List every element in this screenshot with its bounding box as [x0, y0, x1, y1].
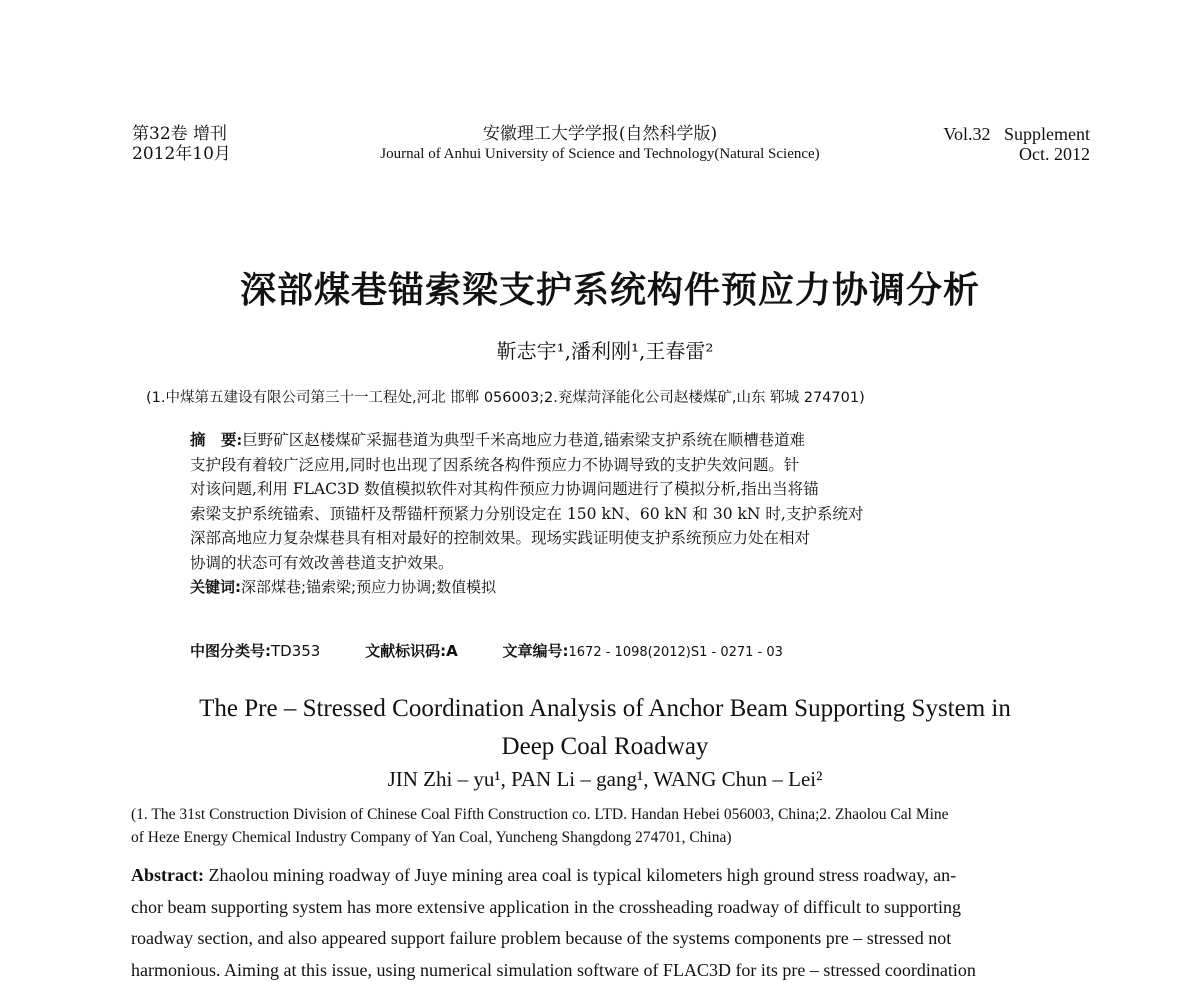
abstract-en-line: roadway section, and also appeared support failure problem because of the systems components pre – stressed not: [131, 923, 1086, 955]
article-no-value: 1672 - 1098(2012)S1 - 0271 - 03: [569, 645, 783, 660]
paper-title-en: [0, 690, 1200, 766]
clc-label: 中图分类号:: [190, 642, 271, 660]
abstract-cn-line: 协调的状态可有效改善巷道支护效果。: [190, 551, 1030, 576]
abstract-en-label: Abstract:: [131, 865, 204, 885]
paper-title-en-line: Deep Coal Roadway: [0, 728, 1200, 766]
affiliation-en-line: (1. The 31st Construction Division of Chinese Coal Fifth Construction co. LTD. Handan Hebei 056003, China;2. Zhaolou Cal Mine: [131, 803, 949, 826]
abstract-en-line: harmonious. Aiming at this issue, using numerical simulation software of FLAC3D for its pre – stressed coordination: [131, 955, 1086, 986]
abstract-cn: [190, 428, 1030, 575]
volume-issue: 第32卷 增刊: [132, 124, 231, 144]
volume-en: Vol.32 Supplement: [943, 124, 1090, 144]
abstract-en-line: Zhaolou mining roadway of Juye mining area coal is typical kilometers high ground stress roadway, an-: [204, 865, 956, 885]
abstract-cn-line: 支护段有着较广泛应用,同时也出现了因系统各构件预应力不协调导致的支护失效问题。针: [190, 453, 1030, 478]
abstract-cn-label: 摘 要:: [190, 430, 242, 449]
authors-en: JIN Zhi – yu¹, PAN Li – gang¹, WANG Chun – Lei²: [0, 767, 1200, 792]
abstract-en: [131, 860, 1086, 986]
doc-code-value: A: [446, 642, 458, 660]
abstract-cn-line: 索梁支护系统锚索、顶锚杆及帮锚杆预紧力分别设定在 150 kN、60 kN 和 30 kN 时,支护系统对: [190, 502, 1030, 527]
affiliation-en-line: of Heze Energy Chemical Industry Company of Yan Coal, Yuncheng Shangdong 274701, China): [131, 826, 949, 849]
abstract-en-line: chor beam supporting system has more extensive application in the crossheading roadway of difficult to supporting: [131, 892, 1086, 924]
paper-title-en-line: The Pre – Stressed Coordination Analysis of Anchor Beam Supporting System in: [0, 690, 1200, 728]
issue-date: 2012年10月: [132, 144, 231, 164]
keywords: [190, 576, 496, 597]
journal-volume-en: [943, 124, 1090, 164]
journal-name-en: Journal of Anhui University of Science and Technology(Natural Science): [0, 144, 1200, 164]
paper-title-cn: 深部煤巷锚索梁支护系统构件预应力协调分析: [0, 262, 1200, 313]
keywords-value: 深部煤巷;锚索梁;预应力协调;数值模拟: [241, 578, 496, 596]
clc-value: TD353: [271, 642, 320, 660]
affiliation-en: [131, 803, 949, 849]
classification-line: [190, 640, 823, 661]
authors-cn: 靳志宇¹,潘利刚¹,王春雷²: [0, 335, 1200, 364]
journal-name-cn: 安徽理工大学学报(自然科学版): [0, 124, 1200, 144]
affiliation-cn: (1.中煤第五建设有限公司第三十一工程处,河北 邯郸 056003;2.兖煤菏泽能化公司赵楼煤矿,山东 郓城 274701): [146, 386, 865, 407]
doc-code-label: 文献标识码:: [365, 642, 446, 660]
abstract-cn-line: 深部高地应力复杂煤巷具有相对最好的控制效果。现场实践证明使支护系统预应力处在相对: [190, 526, 1030, 551]
abstract-cn-line: 对该问题,利用 FLAC3D 数值模拟软件对其构件预应力协调问题进行了模拟分析,指出当将锚: [190, 477, 1030, 502]
date-en: Oct. 2012: [943, 144, 1090, 164]
keywords-label: 关键词:: [190, 578, 241, 596]
article-no-label: 文章编号:: [503, 642, 569, 660]
abstract-cn-line: 巨野矿区赵楼煤矿采掘巷道为典型千米高地应力巷道,锚索梁支护系统在顺槽巷道难: [242, 431, 805, 449]
